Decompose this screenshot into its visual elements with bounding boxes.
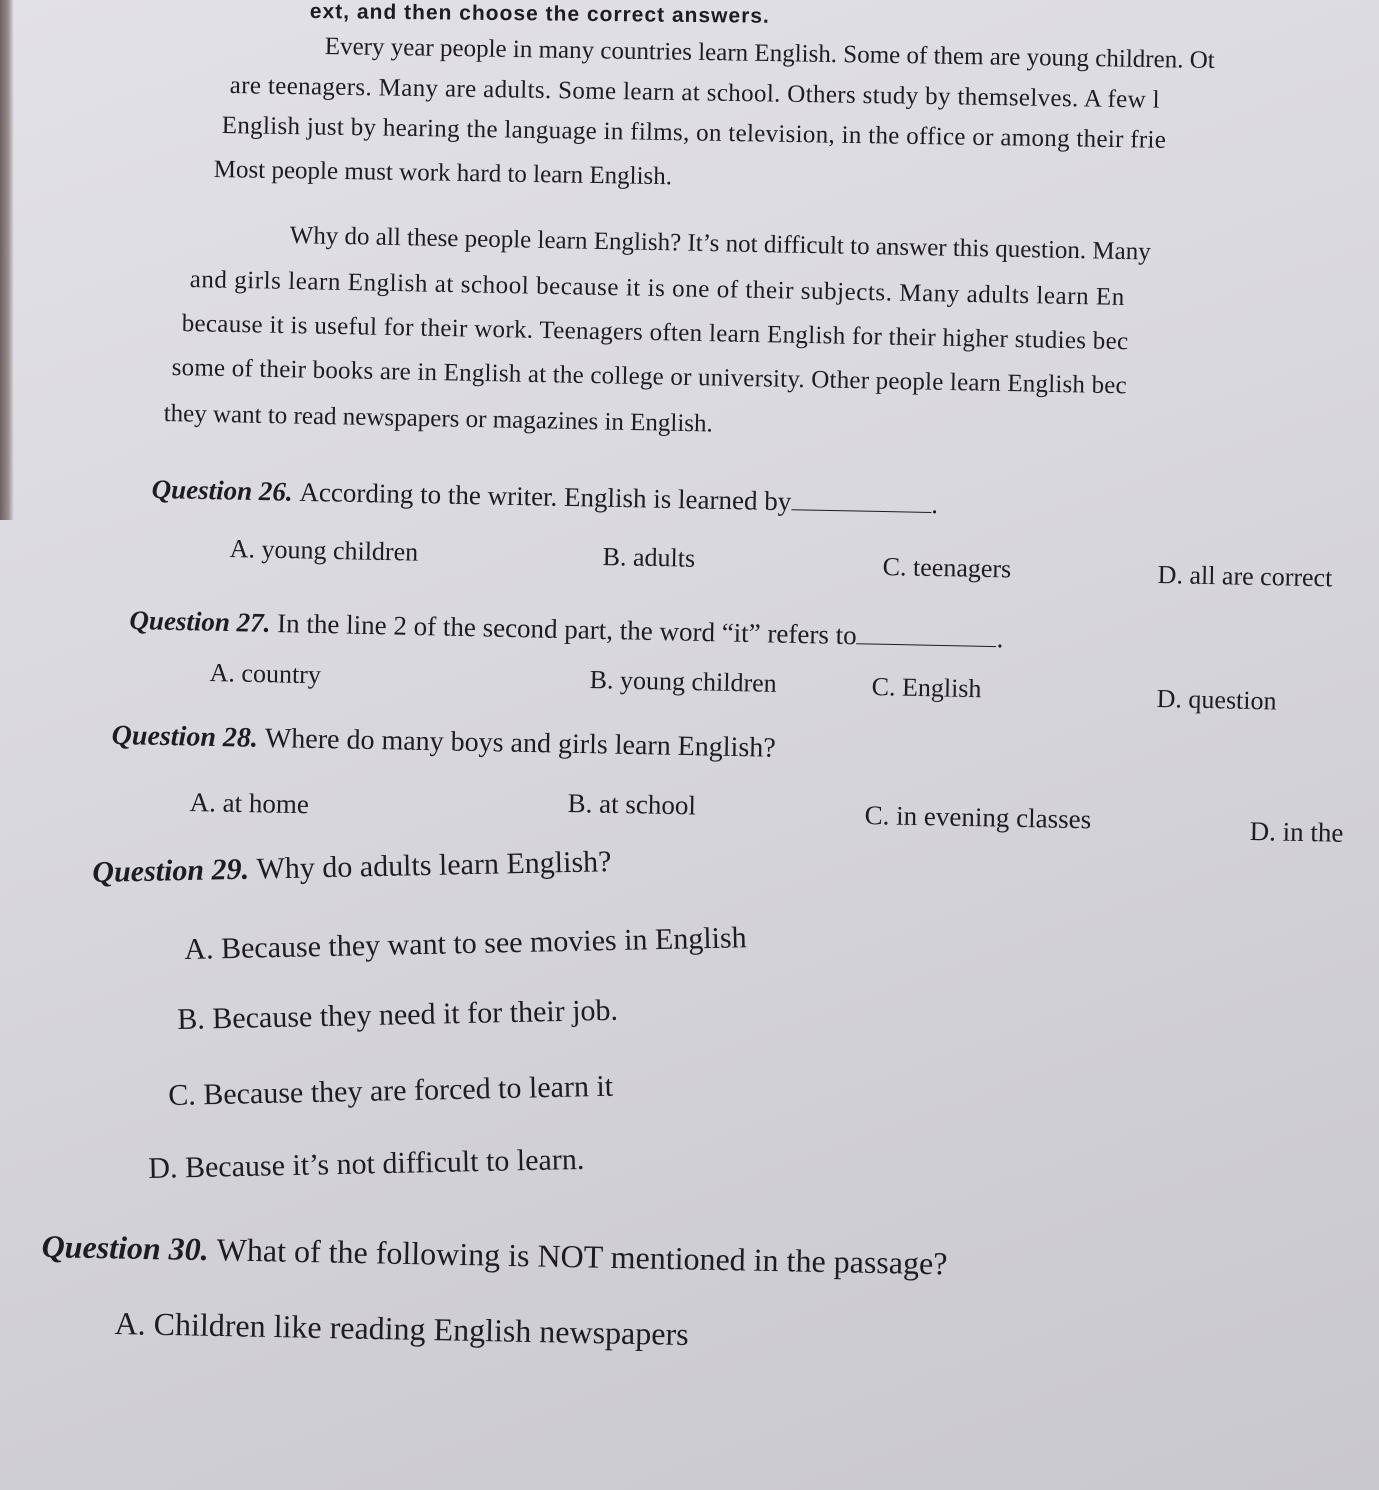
question-27-option-b: B. young children xyxy=(589,665,777,698)
question-29-option-b: B. Because they need it for their job. xyxy=(177,993,619,1036)
question-26 xyxy=(151,474,938,520)
question-29-option-a: A. Because they want to see movies in English xyxy=(184,921,747,966)
question-29-text: Why do adults learn English? xyxy=(256,845,612,886)
passage-p2-line-5: they want to read newspapers or magazines in English. xyxy=(163,400,714,438)
question-28-option-a: A. at home xyxy=(189,787,310,820)
question-27-option-c: C. English xyxy=(871,672,982,704)
instruction-header: ext, and then choose the correct answers. xyxy=(309,0,770,28)
question-26-end: . xyxy=(930,488,939,520)
question-26-text: According to the writer. English is learned by xyxy=(299,476,792,517)
question-27 xyxy=(129,596,1004,654)
page-edge-shadow xyxy=(0,0,14,520)
passage-p1-line-2: are teenagers. Many are adults. Some learn at school. Others study by themselves. A few l xyxy=(229,72,1161,114)
question-28-option-b: B. at school xyxy=(567,788,697,821)
question-30 xyxy=(41,1228,947,1282)
passage-p1-line-3: English just by hearing the language in films, on television, in the office or among their frie xyxy=(221,112,1167,154)
question-29-option-c: C. Because they are forced to learn it xyxy=(168,1069,614,1112)
question-27-end: . xyxy=(996,623,1004,654)
passage-p1-line-1: Every year people in many countries learn English. Some of them are young children. Ot xyxy=(324,33,1215,74)
question-26-option-c: C. teenagers xyxy=(882,552,1012,584)
question-28 xyxy=(111,720,776,765)
question-28-option-d: D. in the xyxy=(1249,816,1344,848)
question-26-option-b: B. adults xyxy=(602,542,696,573)
question-27-label: Question 27. xyxy=(129,604,271,638)
question-26-option-d: D. all are correct xyxy=(1157,560,1333,593)
question-30-option-a: A. Children like reading English newspapers xyxy=(114,1305,689,1353)
question-29 xyxy=(92,845,612,890)
question-27-text: In the line 2 of the second part, the word “it” refers to xyxy=(276,608,857,651)
question-30-text: What of the following is NOT mentioned in the passage? xyxy=(216,1231,948,1282)
question-30-label: Question 30. xyxy=(41,1228,210,1268)
passage-p2-line-1: Why do all these people learn English? It’s not difficult to answer this question. Many xyxy=(289,222,1152,266)
passage-p2-line-4: some of their books are in English at the college or university. Other people learn English bec xyxy=(171,354,1128,400)
question-27-blank xyxy=(856,625,996,647)
question-28-text: Where do many boys and girls learn English? xyxy=(264,722,777,764)
question-28-option-c: C. in evening classes xyxy=(864,800,1092,835)
question-26-label: Question 26. xyxy=(151,474,294,507)
question-29-label: Question 29. xyxy=(92,852,250,889)
question-26-blank xyxy=(791,491,931,513)
question-26-option-a: A. young children xyxy=(229,534,419,567)
passage-p2-line-2: and girls learn English at school because it is one of their subjects. Many adults learn En xyxy=(189,266,1126,311)
question-27-option-d: D. question xyxy=(1156,684,1277,716)
question-29-option-d: D. Because it’s not difficult to learn. xyxy=(148,1142,585,1185)
question-28-label: Question 28. xyxy=(111,720,259,754)
question-27-option-a: A. country xyxy=(209,658,322,690)
passage-p1-line-4: Most people must work hard to learn English. xyxy=(213,156,673,191)
passage-p2-line-3: because it is useful for their work. Teenagers often learn English for their higher studies bec xyxy=(181,310,1129,356)
